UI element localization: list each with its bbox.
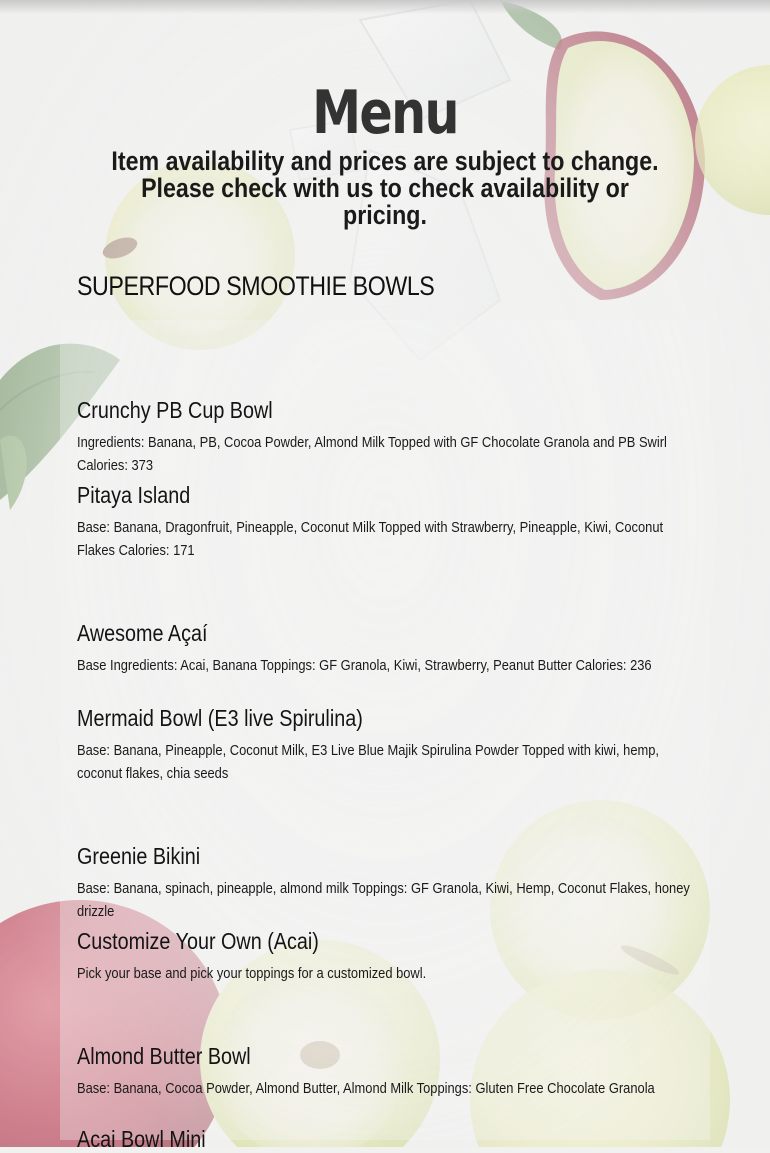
- availability-notice: Item availability and prices are subject to change. Please check with us to check availability or pricing.: [111, 146, 659, 230]
- menu-item: [77, 396, 770, 477]
- menu-item-name: Awesome Açaí: [77, 620, 208, 646]
- menu-item: [77, 619, 770, 677]
- menu-item: [77, 927, 770, 985]
- menu-item-description: Pick your base and pick your toppings for a customized bowl.: [77, 965, 427, 982]
- menu-item: [77, 704, 770, 785]
- menu-item: [77, 1125, 770, 1153]
- menu-item: [77, 481, 770, 562]
- menu-item-name: Customize Your Own (Acai): [77, 928, 319, 954]
- menu-item-description: Base Ingredients: Acai, Banana Toppings: GF Granola, Kiwi, Strawberry, Peanut Butter Calories: 236: [77, 657, 652, 674]
- page-title: Menu: [312, 78, 458, 148]
- menu-item-name: Crunchy PB Cup Bowl: [77, 397, 273, 423]
- section-title: SUPERFOOD SMOOTHIE BOWLS: [77, 271, 435, 301]
- menu-item-name: Greenie Bikini: [77, 843, 201, 869]
- menu-item: [77, 842, 770, 923]
- menu-item-description: Base: Banana, Cocoa Powder, Almond Butter, Almond Milk Toppings: Gluten Free Chocolate Granola: [77, 1080, 655, 1097]
- menu-item: [77, 1042, 770, 1100]
- menu-item-description: Ingredients: Banana, PB, Cocoa Powder, Almond Milk Topped with GF Chocolate Granola and PB Swirl Calories: 373: [77, 434, 667, 474]
- menu-item-name: Pitaya Island: [77, 482, 191, 508]
- menu-item-name: Acai Bowl Mini: [77, 1126, 206, 1152]
- menu-item-name: Almond Butter Bowl: [77, 1043, 251, 1069]
- menu-item-name: Mermaid Bowl (E3 live Spirulina): [77, 705, 363, 731]
- menu-item-description: Base: Banana, spinach, pineapple, almond milk Toppings: GF Granola, Kiwi, Hemp, Coconut Flakes, honey drizzle: [77, 880, 690, 920]
- menu-item-description: Base: Banana, Dragonfruit, Pineapple, Coconut Milk Topped with Strawberry, Pineapple, Kiwi, Coconut Flakes Calories: 171: [77, 519, 664, 559]
- menu-item-description: Base: Banana, Pineapple, Coconut Milk, E3 Live Blue Majik Spirulina Powder Topped with kiwi, hemp, coconut flakes, chia seeds: [77, 742, 660, 782]
